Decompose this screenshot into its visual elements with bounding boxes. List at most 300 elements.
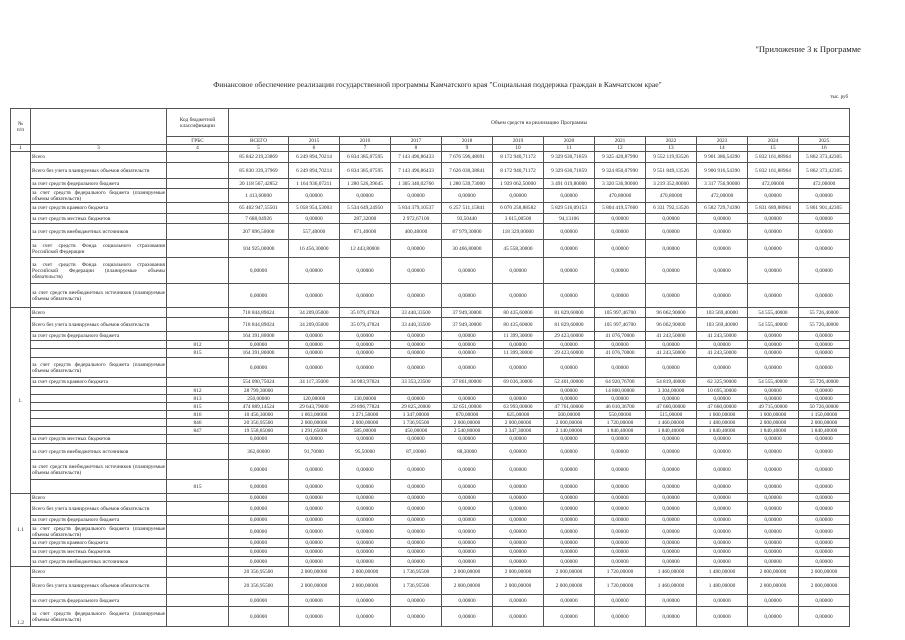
amount-year: 0,00000 <box>697 548 748 557</box>
amount-year: 0,00000 <box>391 358 442 378</box>
amount-year: 3 317 756,90000 <box>697 179 748 189</box>
amount-total: 0,00000 <box>229 502 289 516</box>
amount-year: 1 840,40000 <box>595 427 646 435</box>
amount-total: 85 830 339,37969 <box>229 163 289 179</box>
header-year: 2025 <box>799 137 850 145</box>
financing-table <box>10 108 850 627</box>
table-row <box>11 332 850 341</box>
amount-year: 0,00000 <box>544 516 595 525</box>
amount-year: 0,00000 <box>493 460 544 480</box>
amount-year: 94,13106 <box>544 214 595 224</box>
amount-year: 515,00000 <box>646 411 697 419</box>
amount-year: 29 896,77824 <box>340 403 391 411</box>
amount-year: 47 660,00000 <box>697 403 748 411</box>
amount-year: 0,00000 <box>697 341 748 349</box>
amount-year: 0,00000 <box>697 460 748 480</box>
header-year: 2024 <box>748 137 799 145</box>
amount-year: 96 062,90000 <box>646 318 697 332</box>
header-col-number: 14 <box>697 145 748 152</box>
grbs-code <box>167 358 229 378</box>
amount-year: 33 353,23500 <box>391 378 442 387</box>
amount-year: 2 000,00000 <box>340 578 391 595</box>
amount-year: 5 829 516,09153 <box>544 203 595 214</box>
amount-year: 30 466,80000 <box>442 240 493 258</box>
row-name: за счет средств внебюджетных источников <box>31 224 167 240</box>
amount-year: 0,00000 <box>799 387 850 395</box>
amount-year: 6 834 385,07595 <box>340 163 391 179</box>
amount-year: 0,00000 <box>289 502 340 516</box>
table-row <box>11 318 850 332</box>
amount-total: 0,00000 <box>229 341 289 349</box>
table-row <box>11 419 850 427</box>
row-name: за счет средств федерального бюджета <box>31 179 167 189</box>
amount-year: 29 423,60000 <box>544 349 595 358</box>
amount-total: 28 799,30000 <box>229 387 289 395</box>
grbs-code <box>167 179 229 189</box>
amount-year: 0,00000 <box>544 240 595 258</box>
amount-year: 0,00000 <box>289 539 340 548</box>
amount-total: 164 391,80000 <box>229 332 289 341</box>
amount-year: 105 997,46700 <box>595 318 646 332</box>
amount-year: 625,00000 <box>493 411 544 419</box>
amount-year: 0,00000 <box>595 557 646 567</box>
table-row <box>11 358 850 378</box>
amount-year: 0,00000 <box>748 284 799 308</box>
amount-year: 0,00000 <box>289 358 340 378</box>
amount-year: 287,32000 <box>340 214 391 224</box>
amount-year: 54 555,40000 <box>748 308 799 318</box>
amount-year: 0,00000 <box>289 525 340 539</box>
amount-year: 470,80000 <box>646 189 697 203</box>
amount-year: 0,00000 <box>289 557 340 567</box>
amount-year: 0,00000 <box>799 557 850 567</box>
amount-total: 1 413,60000 <box>229 189 289 203</box>
amount-year: 0,00000 <box>697 525 748 539</box>
amount-year: 0,00000 <box>799 494 850 502</box>
amount-year: 0,00000 <box>340 332 391 341</box>
header-col-number: 15 <box>748 145 799 152</box>
amount-year: 0,00000 <box>697 240 748 258</box>
amount-year: 0,00000 <box>340 494 391 502</box>
amount-total: 20 356,95500 <box>229 578 289 595</box>
amount-total: 0,00000 <box>229 284 289 308</box>
amount-year: 0,00000 <box>646 557 697 567</box>
amount-total: 554 090,75024 <box>229 378 289 387</box>
grbs-code <box>167 240 229 258</box>
amount-year: 55 726,40000 <box>799 318 850 332</box>
grbs-code <box>167 548 229 557</box>
header-col-number: 1 <box>11 145 31 152</box>
amount-year: 5 861 901,42305 <box>799 203 850 214</box>
header-col-number: 11 <box>544 145 595 152</box>
row-name: Всего <box>31 494 167 502</box>
row-name: Всего <box>31 308 167 318</box>
amount-year: 6 070 258,88582 <box>493 203 544 214</box>
amount-year: 0,00000 <box>646 548 697 557</box>
amount-year: 2 000,00000 <box>340 419 391 427</box>
header-year: 2018 <box>442 137 493 145</box>
row-name: за счет средств федерального бюджета <box>31 332 167 341</box>
row-name: за счет средств краевого бюджета <box>31 539 167 548</box>
amount-year: 6 834 385,07595 <box>340 152 391 163</box>
amount-year: 103 569,40000 <box>697 308 748 318</box>
table-row <box>11 224 850 240</box>
amount-year: 0,00000 <box>442 525 493 539</box>
amount-year: 0,00000 <box>493 341 544 349</box>
amount-year: 0,00000 <box>799 607 850 627</box>
amount-year: 0,00000 <box>442 516 493 525</box>
amount-year: 0,00000 <box>391 460 442 480</box>
amount-year: 0,00000 <box>442 539 493 548</box>
table-row <box>11 460 850 480</box>
amount-year: 0,00000 <box>391 502 442 516</box>
amount-year: 0,00000 <box>697 284 748 308</box>
grbs-code <box>167 567 229 578</box>
amount-year: 0,00000 <box>646 595 697 607</box>
amount-total: 718 844,89024 <box>229 318 289 332</box>
amount-year: 0,00000 <box>595 494 646 502</box>
amount-year: 0,00000 <box>391 349 442 358</box>
amount-year: 7 143 496,86433 <box>391 163 442 179</box>
amount-year: 0,00000 <box>544 607 595 627</box>
amount-year: 9 551 849,13526 <box>646 163 697 179</box>
amount-total: 20 118 567,42852 <box>229 179 289 189</box>
amount-year: 2 000,00000 <box>442 419 493 427</box>
amount-year: 0,00000 <box>646 494 697 502</box>
amount-year: 5 862 373,42305 <box>799 152 850 163</box>
header-year: 2016 <box>340 137 391 145</box>
table-row <box>11 525 850 539</box>
amount-total: 19 558,85000 <box>229 427 289 435</box>
amount-year: 0,00000 <box>595 516 646 525</box>
amount-year: 0,00000 <box>748 341 799 349</box>
amount-year: 0,00000 <box>391 557 442 567</box>
amount-year: 0,00000 <box>544 525 595 539</box>
amount-year: 550,00000 <box>595 411 646 419</box>
header-name <box>31 109 167 145</box>
amount-year: 0,00000 <box>748 548 799 557</box>
amount-year: 93,50440 <box>442 214 493 224</box>
amount-year: 0,00000 <box>748 214 799 224</box>
amount-year: 0,00000 <box>391 480 442 494</box>
amount-year: 0,00000 <box>697 224 748 240</box>
amount-year: 0,00000 <box>748 494 799 502</box>
row-name: за счет средств краевого бюджета <box>31 378 167 387</box>
amount-year: 0,00000 <box>391 607 442 627</box>
amount-year: 33 440,33500 <box>391 318 442 332</box>
amount-year: 88,30000 <box>442 444 493 460</box>
amount-year: 37 861,80000 <box>442 378 493 387</box>
amount-year: 0,00000 <box>391 525 442 539</box>
amount-year: 0,00000 <box>799 539 850 548</box>
amount-year: 0,00000 <box>391 258 442 284</box>
header-col-number: 7 <box>340 145 391 152</box>
amount-total: 207 896,50000 <box>229 224 289 240</box>
amount-year: 120,00000 <box>289 395 340 403</box>
table-row <box>11 595 850 607</box>
row-name <box>31 395 167 403</box>
amount-year: 0,00000 <box>442 349 493 358</box>
header-row <box>11 109 850 137</box>
amount-year: 87,10000 <box>391 444 442 460</box>
amount-year: 0,00000 <box>544 548 595 557</box>
amount-year: 0,00000 <box>595 435 646 444</box>
amount-year: 0,00000 <box>340 358 391 378</box>
amount-year: 1 720,00000 <box>595 419 646 427</box>
amount-year: 0,00000 <box>748 189 799 203</box>
amount-year: 0,00000 <box>391 284 442 308</box>
amount-year: 0,00000 <box>799 189 850 203</box>
amount-year: 1 305 340,02766 <box>391 179 442 189</box>
amount-year: 12 443,80000 <box>340 240 391 258</box>
grbs-code <box>167 332 229 341</box>
amount-year: 63 993,00000 <box>493 403 544 411</box>
grbs-code <box>167 258 229 284</box>
amount-year: 0,00000 <box>340 548 391 557</box>
amount-year: 0,00000 <box>544 189 595 203</box>
amount-year: 34 983,97824 <box>340 378 391 387</box>
row-name: за счет средств Фонда социального страхования Российской Федерации (планируемые объемы обязательств) <box>31 258 167 284</box>
amount-year: 1 736,95500 <box>391 578 442 595</box>
amount-year: 46 010,36700 <box>595 403 646 411</box>
amount-year: 0,00000 <box>493 557 544 567</box>
header-col-number: 9 <box>442 145 493 152</box>
amount-year: 6 257 511,15841 <box>442 203 493 214</box>
amount-year: 1 150,00000 <box>799 411 850 419</box>
row-name: Всего <box>31 567 167 578</box>
table-row <box>11 284 850 308</box>
amount-year: 0,00000 <box>340 258 391 284</box>
amount-year: 6 249 894,70214 <box>289 163 340 179</box>
amount-year: 5 832 161,88964 <box>748 152 799 163</box>
table-row <box>11 387 850 395</box>
grbs-code: 815 <box>167 480 229 494</box>
amount-year: 0,00000 <box>544 480 595 494</box>
amount-year: 0,00000 <box>544 539 595 548</box>
amount-year: 105 997,46700 <box>595 308 646 318</box>
amount-year: 2 000,00000 <box>544 567 595 578</box>
row-name: Всего <box>31 152 167 163</box>
table-row <box>11 203 850 214</box>
grbs-code <box>167 578 229 595</box>
amount-year: 91,70000 <box>289 444 340 460</box>
grbs-code <box>167 502 229 516</box>
appendix-label: "Приложение 3 к Программе <box>755 44 861 54</box>
amount-year: 8 172 940,71172 <box>493 152 544 163</box>
amount-year: 0,00000 <box>544 494 595 502</box>
amount-year: 0,00000 <box>646 435 697 444</box>
table-row <box>11 548 850 557</box>
table-row <box>11 395 850 403</box>
amount-year: 41 076,70000 <box>595 332 646 341</box>
grbs-code <box>167 494 229 502</box>
grbs-code <box>167 539 229 548</box>
row-name <box>31 411 167 419</box>
amount-year: 0,00000 <box>442 258 493 284</box>
amount-total: 362,60000 <box>229 444 289 460</box>
amount-year: 0,00000 <box>697 258 748 284</box>
table-row <box>11 557 850 567</box>
amount-year: 0,00000 <box>391 539 442 548</box>
amount-year: 0,00000 <box>391 332 442 341</box>
amount-year: 69 036,30000 <box>493 378 544 387</box>
amount-year: 0,00000 <box>391 494 442 502</box>
table-row <box>11 480 850 494</box>
amount-total: 250,00000 <box>229 395 289 403</box>
grbs-code <box>167 284 229 308</box>
amount-year <box>289 387 340 395</box>
amount-year: 0,00000 <box>646 395 697 403</box>
amount-year: 1 063,00000 <box>289 411 340 419</box>
amount-year: 54 819,40000 <box>646 378 697 387</box>
amount-year: 0,00000 <box>646 607 697 627</box>
amount-total: 0,00000 <box>229 494 289 502</box>
header-year: 2022 <box>646 137 697 145</box>
amount-year: 5 834 379,10537 <box>391 203 442 214</box>
table-row <box>11 214 850 224</box>
amount-year: 2 000,00000 <box>799 567 850 578</box>
amount-year: 0,00000 <box>544 387 595 395</box>
amount-year: 0,00000 <box>442 358 493 378</box>
grbs-code <box>167 557 229 567</box>
amount-year: 0,00000 <box>748 224 799 240</box>
header-year: 2015 <box>289 137 340 145</box>
amount-year: 0,00000 <box>340 189 391 203</box>
amount-year: 0,00000 <box>799 395 850 403</box>
grbs-code: 846 <box>167 419 229 427</box>
amount-year: 0,00000 <box>340 480 391 494</box>
amount-year: 0,00000 <box>697 395 748 403</box>
row-name: за счет средств местных бюджетов <box>31 435 167 444</box>
amount-year: 37 949,30000 <box>442 308 493 318</box>
amount-year: 557,40000 <box>289 224 340 240</box>
amount-year: 0,00000 <box>442 395 493 403</box>
amount-year: 0,00000 <box>493 516 544 525</box>
amount-year: 670,00000 <box>442 411 493 419</box>
amount-year: 0,00000 <box>544 460 595 480</box>
amount-year: 0,00000 <box>799 460 850 480</box>
amount-year: 0,00000 <box>799 349 850 358</box>
amount-year: 0,00000 <box>646 214 697 224</box>
amount-year: 0,00000 <box>595 395 646 403</box>
amount-year: 11 399,30000 <box>493 332 544 341</box>
table-row <box>11 578 850 595</box>
amount-year: 0,00000 <box>493 595 544 607</box>
amount-year: 0,00000 <box>595 595 646 607</box>
amount-total: 104 925,00000 <box>229 240 289 258</box>
amount-year: 0,00000 <box>340 516 391 525</box>
amount-year: 6 331 792,13526 <box>646 203 697 214</box>
amount-year: 6 582 729,74390 <box>697 203 748 214</box>
amount-year: 1 280 539,73000 <box>442 179 493 189</box>
amount-year: 0,00000 <box>595 607 646 627</box>
amount-year: 2 000,00000 <box>748 578 799 595</box>
amount-year: 470,80000 <box>595 189 646 203</box>
row-name <box>31 427 167 435</box>
amount-year: 7 143 496,86433 <box>391 152 442 163</box>
row-number: 1.1 <box>11 494 31 567</box>
amount-year: 6 249 894,70214 <box>289 152 340 163</box>
amount-total: 0,00000 <box>229 548 289 557</box>
amount-year: 0,00000 <box>595 460 646 480</box>
table-row <box>11 163 850 179</box>
row-name: за счет средств федерального бюджета (планируемые объемы обязательств) <box>31 607 167 627</box>
amount-year: 0,00000 <box>595 358 646 378</box>
amount-year: 5 534 649,24950 <box>340 203 391 214</box>
amount-year: 3 320 536,90000 <box>595 179 646 189</box>
amount-year: 0,00000 <box>289 494 340 502</box>
amount-year: 55 726,40000 <box>799 308 850 318</box>
row-name: за счет средств федерального бюджета (планируемые объемы обязательств) <box>32 189 165 202</box>
row-name <box>31 341 167 349</box>
amount-year: 0,00000 <box>493 395 544 403</box>
amount-year: 9 901 386,54390 <box>697 152 748 163</box>
amount-year: 0,00000 <box>748 460 799 480</box>
header-col-number: 5 <box>229 145 289 152</box>
amount-year <box>391 387 442 395</box>
amount-year: 0,00000 <box>595 214 646 224</box>
amount-year: 9 900 916,54390 <box>697 163 748 179</box>
amount-total: 10 456,30000 <box>229 411 289 419</box>
amount-year: 1 460,00000 <box>646 567 697 578</box>
amount-year <box>442 387 493 395</box>
amount-total: 0,00000 <box>229 480 289 494</box>
amount-year: 2 000,00000 <box>289 567 340 578</box>
amount-year: 0,00000 <box>442 435 493 444</box>
amount-year: 0,00000 <box>646 224 697 240</box>
amount-year: 2 540,80000 <box>442 427 493 435</box>
amount-year: 50 726,00000 <box>799 403 850 411</box>
amount-year: 7 626 030,38841 <box>442 163 493 179</box>
row-name: Всего без учета планируемых объемов обязательств <box>31 163 167 179</box>
amount-total: 718 844,89024 <box>229 308 289 318</box>
amount-year: 0,00000 <box>340 607 391 627</box>
amount-year: 0,00000 <box>595 525 646 539</box>
amount-year: 10 695,30000 <box>697 387 748 395</box>
amount-year: 0,00000 <box>799 595 850 607</box>
amount-year: 0,00000 <box>595 284 646 308</box>
column-number-row <box>11 145 850 152</box>
amount-year: 0,00000 <box>493 444 544 460</box>
table-row <box>11 152 850 163</box>
amount-year: 0,00000 <box>544 341 595 349</box>
table-row <box>11 567 850 578</box>
row-name <box>31 387 167 395</box>
amount-year: 0,00000 <box>340 284 391 308</box>
amount-year: 0,00000 <box>799 525 850 539</box>
amount-year: 0,00000 <box>748 435 799 444</box>
amount-year: 0,00000 <box>748 539 799 548</box>
header-year: 2023 <box>697 137 748 145</box>
amount-year: 0,00000 <box>340 525 391 539</box>
amount-year: 0,00000 <box>748 502 799 516</box>
amount-year: 0,00000 <box>442 494 493 502</box>
amount-year: 0,00000 <box>697 557 748 567</box>
table-row <box>11 308 850 318</box>
row-name <box>31 419 167 427</box>
amount-year: 472,00000 <box>748 179 799 189</box>
amount-year: 1 164 936,07211 <box>289 179 340 189</box>
amount-year: 16 456,30000 <box>289 240 340 258</box>
amount-year: 0,00000 <box>340 595 391 607</box>
amount-year: 0,00000 <box>595 480 646 494</box>
row-name: Всего без учета планируемых объемов обязательств <box>31 318 167 332</box>
amount-year: 0,00000 <box>595 539 646 548</box>
row-name: за счет средств федерального бюджета (планируемые объемы обязательств) <box>32 525 165 538</box>
amount-year: 29 825,20000 <box>391 403 442 411</box>
amount-year: 0,00000 <box>289 332 340 341</box>
amount-year: 0,00000 <box>289 548 340 557</box>
